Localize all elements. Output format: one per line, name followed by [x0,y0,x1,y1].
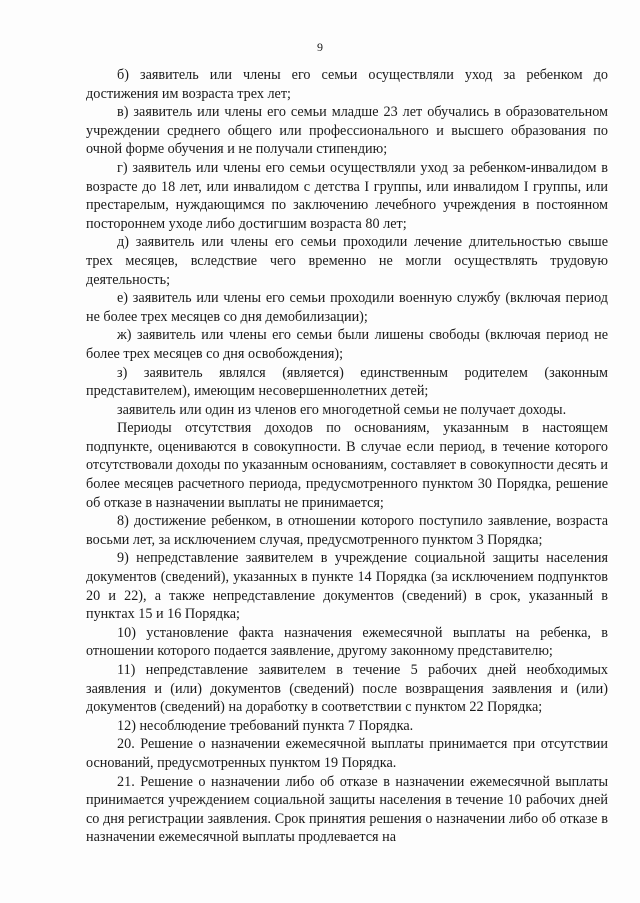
paragraph-section-21: 21. Решение о назначении либо об отказе в назначении ежемесячной выплаты принимается учреждением социальной защиты населения в течение 10 рабочих дней со дня регистрации заявления. Срок принятия решения о назначении либо об отказе в назначении ежемесячной выплаты продлевается на [86,773,608,846]
paragraph-e: е) заявитель или члены его семьи проходили военную службу (включая период не более трех месяцев со дня демобилизации); [86,290,608,325]
paragraph-item-9: 9) непредставление заявителем в учреждение социальной защиты населения документов (сведений), указанных в пункте 14 Порядка (за исключением подпунктов 20 и 22), а также непредставление документов (сведений) в срок, указанный в пунктах 15 и 16 Порядка; [86,550,608,623]
paragraph-z: з) заявитель являлся (является) единственным родителем (законным представителем), имеющим несовершеннолетних детей; [86,364,608,400]
paragraph-g: г) заявитель или члены его семьи осуществляли уход за ребенком-инвалидом в возрасте до 18 лет, или инвалидом с детства I группы, или инвалидом I группы, или престарелым, нуждающимся по заключению лечебного учреждения в постоянном постороннем уходе либо достигшим возраста 80 лет; [86,159,608,232]
paragraph-large-family: заявитель или один из членов его многодетной семьи не получает доходы. [117,401,567,418]
paragraph-v: в) заявитель или члены его семьи младше 23 лет обучались в образовательном учреждении среднего общего или профессионального и высшего образования по очной форме обучения и не получали стипендию; [86,104,608,158]
paragraph-item-10: 10) установление факта назначения ежемесячной выплаты на ребенка, в отношении которого подается заявление, другому законному представителю; [86,624,608,660]
paragraph-d: д) заявитель или члены его семьи проходили лечение длительностью свыше трех месяцев, вследствие чего временно не могли осуществлять трудовую деятельность; [86,234,608,288]
paragraph-item-11: 11) непредставление заявителем в течение 5 рабочих дней необходимых заявления и (или) документов (сведений) после возвращения заявления и (или) документов (сведений) на доработку в соответствии с пунктом 22 Порядка; [86,662,608,716]
page-number: 9 [317,40,323,54]
paragraph-item-8: 8) достижение ребенком, в отношении которого поступило заявление, возраста восьми лет, за исключением случая, предусмотренного пунктом 3 Порядка; [86,513,608,548]
paragraph-item-12: 12) несоблюдение требований пункта 7 Порядка. [117,717,414,734]
document-body [86,66,608,847]
paragraph-section-20: 20. Решение о назначении ежемесячной выплаты принимается при отсутствии оснований, предусмотренных пунктом 19 Порядка. [86,736,608,771]
paragraph-zh: ж) заявитель или члены его семьи были лишены свободы (включая период не более трех месяцев со дня освобождения); [86,327,608,362]
paragraph-periods: Периоды отсутствия доходов по основаниям, указанным в настоящем подпункте, оцениваются в совокупности. В случае если период, в течение которого отсутствовали доходы по указанным основаниям, составляет в совокупности десять и более месяцев расчетного периода, предусмотренного пунктом 30 Порядка, решение об отказе в назначении выплаты не принимается; [86,420,608,511]
paragraph-b: б) заявитель или члены его семьи осуществляли уход за ребенком до достижения им возраста трех лет; [86,67,608,102]
